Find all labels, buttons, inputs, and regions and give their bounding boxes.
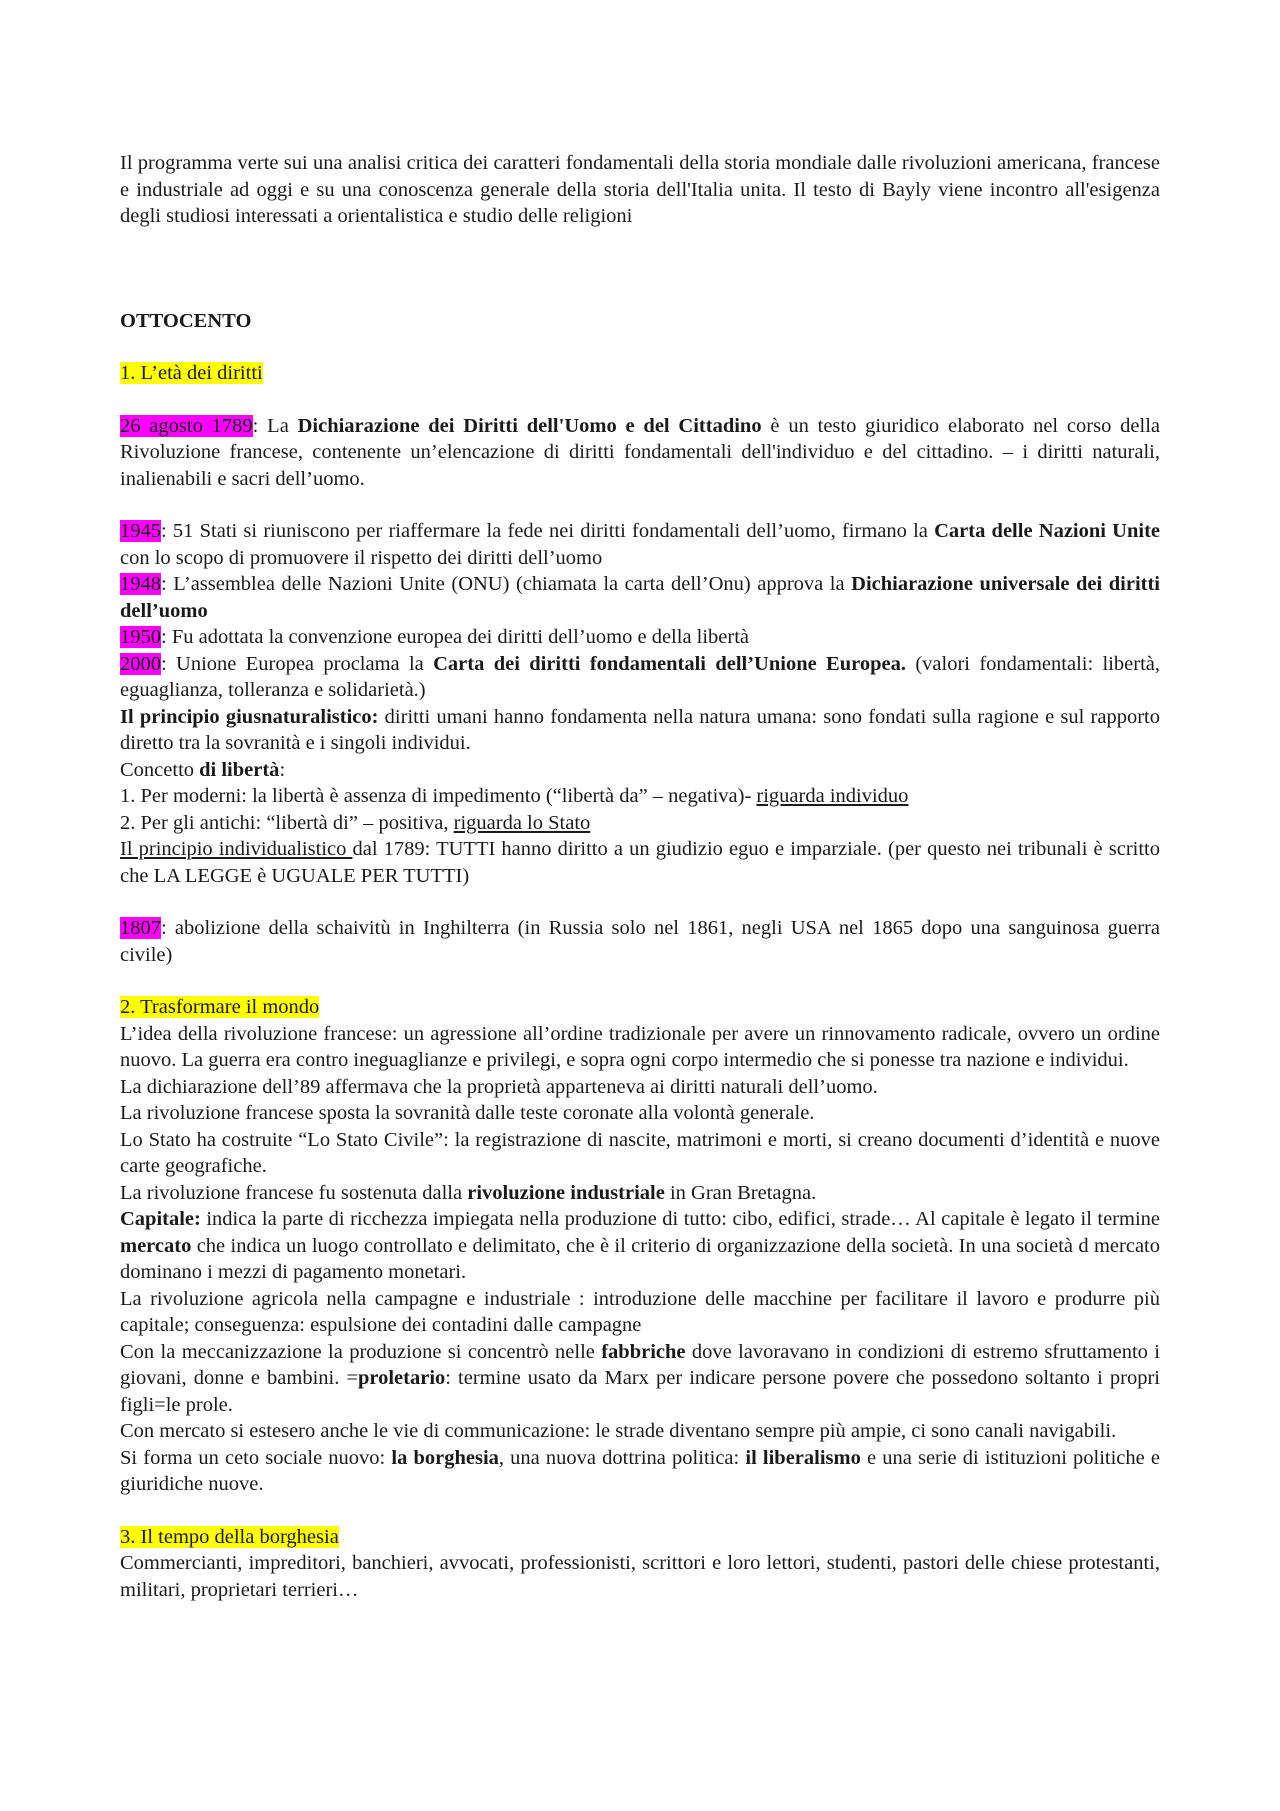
paragraph-1948: 1948: L’assemblea delle Nazioni Unite (ONU) (chiamata la carta dell’Onu) approva la Dichiarazione universale dei diritti dell’uomo [120,573,1160,622]
date-highlight: 1945 [120,520,161,542]
paragraph-borghesia: Si forma un ceto sociale nuovo: la borghesia, una nuova dottrina politica: il liberalismo e una serie di istituzioni politiche e giuridiche nuove. [120,1446,1160,1495]
document-page [120,150,1160,1603]
paragraph-dichiarazione-89: La dichiarazione dell’89 affermava che la proprietà apparteneva ai diritti naturali dell’uomo. [120,1075,878,1098]
section-title: OTTOCENTO [120,309,252,332]
paragraph-concetto-liberta: Concetto di libertà: [120,758,286,781]
paragraph-ceto-borghese: Commercianti, impreditori, banchieri, avvocati, professionisti, scrittori e loro lettori, studenti, pastori delle chiese protestanti, militari, proprietari terrieri… [120,1552,1160,1601]
date-highlight: 1950 [120,626,161,648]
list-item-moderni: 1. Per moderni: la libertà è assenza di impedimento (“libertà da” – negativa)- riguarda individuo [120,785,909,807]
paragraph-2000: 2000: Unione Europea proclama la Carta dei diritti fondamentali dell’Unione Europea. (valori fondamentali: libertà, eguaglianza, tolleranza e solidarietà.) [120,652,1160,701]
date-highlight: 2000 [120,652,161,675]
paragraph-giusnaturalistico: Il principio giusnaturalistico: diritti umani hanno fondamenta nella natura umana: sono fondati sulla ragione e sul rapporto diretto tra la sovranità e i singoli individui. [120,705,1160,754]
paragraph-rivoluzione-agricola: La rivoluzione agricola nella campagne e industriale : introduzione delle macchine per facilitare il lavoro e produrre più capitale; conseguenza: espulsione dei contadini dalle campagne [120,1287,1160,1336]
paragraph-idea-rivoluzione: L’idea della rivoluzione francese: un agressione all’ordine tradizionale per avere un rinnovamento radicale, ovvero un ordine nuovo. La guerra era contro ineguaglianze e privilegi, e sopra ogni corpo intermedio che si ponesse tra nazione e individui. [120,1022,1160,1071]
paragraph-individualistico: Il principio individualistico dal 1789: TUTTI hanno diritto a un giudizio eguo e imparziale. (per questo nei tribunali è scritto che LA LEGGE è UGUALE PER TUTTI) [120,838,1160,887]
paragraph-1945: 1945: 51 Stati si riuniscono per riaffermare la fede nei diritti fondamentali dell’uomo, firmano la Carta delle Nazioni Unite con lo scopo di promuovere il rispetto dei diritti dell’uomo [120,520,1160,569]
date-highlight: 1948 [120,573,161,595]
chapter-3-heading [120,1524,1160,1551]
paragraph-stato-civile: Lo Stato ha costruite “Lo Stato Civile”: la registrazione di nascite, matrimoni e morti, si creano documenti d’identità e nuove carte geografiche. [120,1128,1160,1177]
paragraph-meccanizzazione: Con la meccanizzazione la produzione si concentrò nelle fabbriche dove lavoravano in condizioni di estremo sfruttamento i giovani, donne e bambini. =proletario: termine usato da Marx per indicare persone povere che possedono soltanto i propri figli=le prole. [120,1340,1160,1416]
list-item-antichi: 2. Per gli antichi: “libertà di” – positiva, riguarda lo Stato [120,811,591,834]
date-highlight: 1807 [120,917,161,939]
paragraph-1789: 26 agosto 1789: La Dichiarazione dei Diritti dell'Uomo e del Cittadino è un testo giuridico elaborato nel corso della Rivoluzione francese, contenente un’elencazione di diritti fondamentali dell'individuo e del cittadino. – i diritti naturali, inalienabili e sacri dell’uomo. [120,414,1160,490]
chapter-1-heading [120,360,1160,387]
paragraph-1807: 1807: abolizione della schaivitù in Inghilterra (in Russia solo nel 1861, negli USA nel 1865 dopo una sanguinosa guerra civile) [120,917,1160,966]
chapter-heading-highlight: 3. Il tempo della borghesia [120,1525,339,1548]
paragraph-capitale: Capitale: indica la parte di ricchezza impiegata nella produzione di tutto: cibo, edifici, strade… Al capitale è legato il termine mercato che indica un luogo controllato e delimitato, che è il criterio di organizzazione della società. In una società d mercato dominano i mezzi di pagamento monetari. [120,1208,1160,1283]
chapter-heading-highlight: 1. L’età dei diritti [120,362,263,384]
date-highlight: 26 agosto 1789 [120,414,253,437]
paragraph-1950: 1950: Fu adottata la convenzione europea dei diritti dell’uomo e della libertà [120,626,750,648]
chapter-2-heading [120,994,1160,1021]
paragraph-comunicazione: Con mercato si estesero anche le vie di communicazione: le strade diventano sempre più ampie, ci sono canali navigabili. [120,1420,1117,1442]
chapter-heading-highlight: 2. Trasformare il mondo [120,996,320,1018]
paragraph-sovranita: La rivoluzione francese sposta la sovranità dalle teste coronate alla volontà generale. [120,1102,815,1124]
paragraph-rivoluzione-industriale: La rivoluzione francese fu sostenuta dalla rivoluzione industriale in Gran Bretagna. [120,1181,817,1204]
intro-paragraph: Il programma verte sui una analisi critica dei caratteri fondamentali della storia mondiale dalle rivoluzioni americana, francese e industriale ad oggi e su una conoscenza generale della storia dell'Italia unita. Il testo di Bayly viene incontro all'esigenza degli studiosi interessati a orientalistica e studio delle religioni [120,152,1160,227]
